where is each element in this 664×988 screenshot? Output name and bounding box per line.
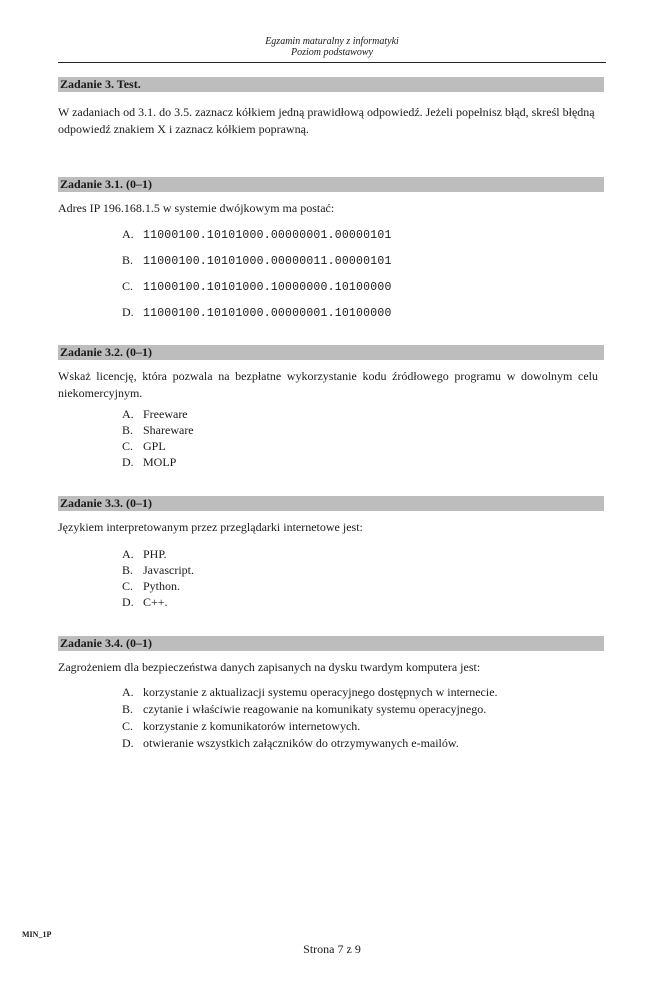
answer-option[interactable] [122, 454, 176, 470]
option-letter: A. [122, 685, 134, 699]
option-text: Python. [143, 579, 181, 593]
option-letter: C. [122, 279, 134, 293]
option-letter: D. [122, 736, 134, 750]
section-title-zadanie-3-3: Zadanie 3.3. (0–1) [58, 496, 604, 511]
option-letter: B. [122, 253, 134, 267]
option-letter: B. [122, 423, 134, 437]
answer-option[interactable] [122, 701, 486, 717]
answer-option[interactable] [122, 438, 166, 454]
option-letter: C. [122, 439, 134, 453]
option-text: Shareware [143, 423, 194, 437]
question-3-1: Adres IP 196.168.1.5 w systemie dwójkowym ma postać: [58, 201, 335, 215]
option-letter: D. [122, 455, 134, 469]
section-title-zadanie-3-4: Zadanie 3.4. (0–1) [58, 636, 604, 651]
option-letter: C. [122, 579, 134, 593]
answer-option[interactable] [122, 684, 498, 700]
option-text: czytanie i właściwie reagowanie na komunikaty systemu operacyjnego. [143, 702, 487, 716]
answer-option[interactable] [122, 252, 392, 270]
option-text: MOLP [143, 455, 177, 469]
exam-title: Egzamin maturalny z informatyki [265, 36, 399, 47]
option-letter: A. [122, 227, 134, 241]
option-letter: A. [122, 547, 134, 561]
section-title-zadanie-3-2: Zadanie 3.2. (0–1) [58, 345, 604, 360]
option-text: 11000100.10101000.00000001.10100000 [143, 307, 392, 320]
answer-option[interactable] [122, 406, 188, 422]
answer-option[interactable] [122, 562, 194, 578]
answer-option[interactable] [122, 546, 167, 562]
option-text: korzystanie z aktualizacji systemu operacyjnego dostępnych w internecie. [143, 685, 498, 699]
option-letter: D. [122, 595, 134, 609]
option-letter: B. [122, 702, 134, 716]
page-header [0, 36, 664, 58]
answer-option[interactable] [122, 594, 168, 610]
question-3-2: Wskaż licencję, która pozwala na bezpłatne wykorzystanie kodu źródłowego programu w dowolnym celu niekomercyjnym. [58, 369, 598, 400]
header-divider [58, 62, 606, 63]
answer-option[interactable] [122, 304, 392, 322]
answer-option[interactable] [122, 226, 392, 244]
option-text: 11000100.10101000.00000001.00000101 [143, 229, 392, 242]
page-number: Strona 7 z 9 [303, 942, 361, 956]
option-text: GPL [143, 439, 166, 453]
option-text: 11000100.10101000.10000000.10100000 [143, 281, 392, 294]
option-letter: B. [122, 563, 134, 577]
option-letter: D. [122, 305, 134, 319]
question-3-3: Językiem interpretowanym przez przeglądarki internetowe jest: [58, 520, 363, 534]
option-text: korzystanie z komunikatorów internetowych. [143, 719, 361, 733]
option-text: PHP. [143, 547, 167, 561]
option-text: 11000100.10101000.00000011.00000101 [143, 255, 392, 268]
option-text: Freeware [143, 407, 188, 421]
answer-option[interactable] [122, 578, 180, 594]
exam-code: MIN_1P [22, 930, 52, 939]
option-letter: A. [122, 407, 134, 421]
option-text: C++. [143, 595, 168, 609]
section-title-zadanie-3: Zadanie 3. Test. [58, 77, 604, 92]
question-3-4: Zagrożeniem dla bezpieczeństwa danych zapisanych na dysku twardym komputera jest: [58, 660, 481, 674]
exam-level: Poziom podstawowy [291, 47, 373, 58]
answer-option[interactable] [122, 735, 459, 751]
answer-option[interactable] [122, 278, 392, 296]
intro-instructions: W zadaniach od 3.1. do 3.5. zaznacz kółkiem jedną prawidłową odpowiedź. Jeżeli popełnisz błąd, skreśl błędną odpowiedź znakiem X i zaznacz kółkiem poprawną. [58, 105, 595, 136]
option-letter: C. [122, 719, 134, 733]
option-text: Javascript. [143, 563, 194, 577]
section-title-zadanie-3-1: Zadanie 3.1. (0–1) [58, 177, 604, 192]
option-text: otwieranie wszystkich załączników do otrzymywanych e-mailów. [143, 736, 459, 750]
answer-option[interactable] [122, 422, 194, 438]
answer-option[interactable] [122, 718, 360, 734]
